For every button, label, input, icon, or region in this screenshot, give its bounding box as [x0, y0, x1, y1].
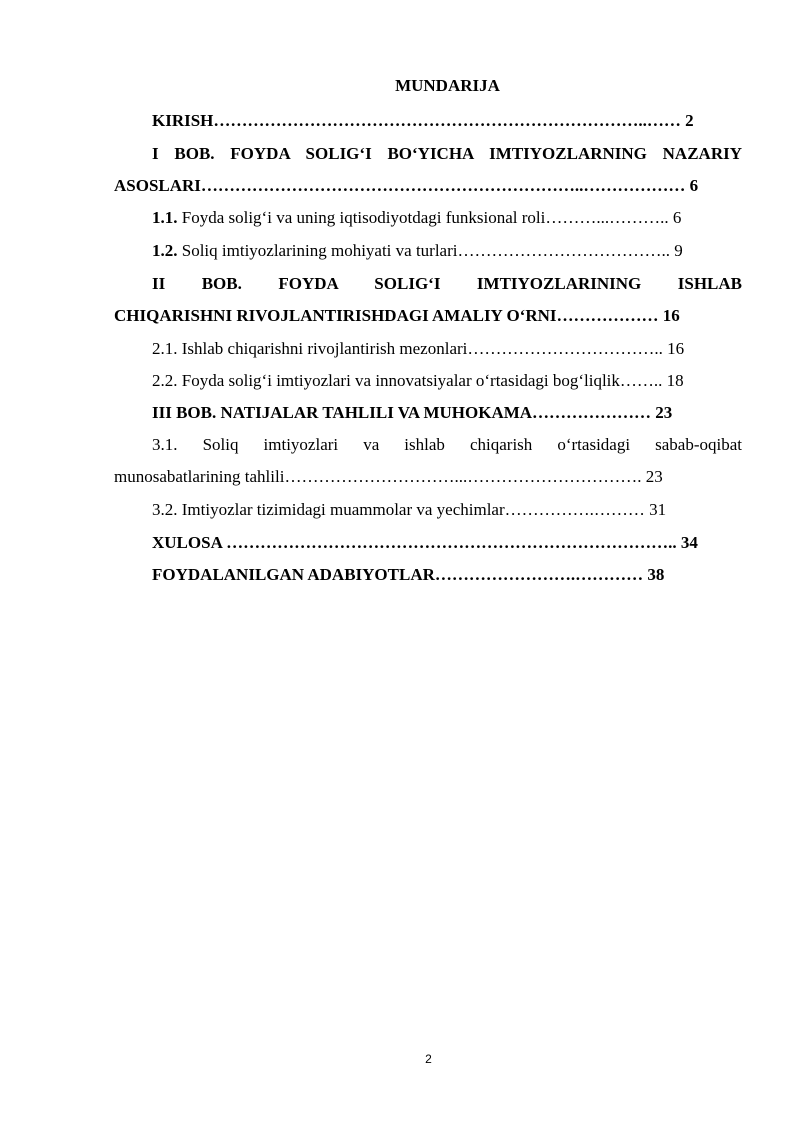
- toc-entry-chapter-2-line-1: II BOB. FOYDA SOLIG‘I IMTIYOZLARINING ISHLAB: [152, 274, 742, 293]
- toc-entry-chapter-1-line-2: ASOSLARI…………………………………………………………..……………… 6: [114, 176, 699, 195]
- toc-entry-chapter-1-line-1: I BOB. FOYDA SOLIG‘I BO‘YICHA IMTIYOZLARNING NAZARIY: [152, 144, 742, 163]
- toc-entry-section-2-2: 2.2. Foyda solig‘i imtiyozlari va innovatsiyalar o‘rtasidagi bog‘liqlik…….. 18: [152, 371, 684, 390]
- section-text: Soliq imtiyozlarining mohiyati va turlari……………………………….. 9: [177, 241, 683, 260]
- toc-entry-section-3-1-line-1: 3.1. Soliq imtiyozlari va ishlab chiqarish o‘rtasidagi sabab-oqibat: [152, 435, 742, 454]
- page-number: 2: [425, 1052, 432, 1066]
- section-number: 1.1.: [152, 208, 178, 227]
- toc-title: MUNDARIJA: [395, 76, 500, 95]
- section-text: Foyda solig‘i va uning iqtisodiyotdagi funksional roli………...……….. 6: [177, 208, 682, 227]
- toc-entry-chapter-2-line-2: CHIQARISHNI RIVOJLANTIRISHDAGI AMALIY O‘RNI……………… 16: [114, 306, 680, 325]
- toc-entry-section-3-1-line-2: munosabatlarining tahlili…………………………...…………………………. 23: [114, 467, 663, 486]
- toc-entry-intro: KIRISH…………………………………………………………………..…… 2: [152, 111, 694, 130]
- toc-entry-section-3-2: 3.2. Imtiyozlar tizimidagi muammolar va yechimlar…………….……… 31: [152, 500, 667, 519]
- toc-entry-chapter-3: III BOB. NATIJALAR TAHLILI VA MUHOKAMA………………… 23: [152, 403, 673, 422]
- toc-entry-section-1-1: [152, 207, 742, 229]
- section-number: 1.2.: [152, 241, 178, 260]
- toc-entry-section-1-2: [152, 240, 742, 262]
- toc-entry-section-2-1: 2.1. Ishlab chiqarishni rivojlantirish mezonlari…………………………….. 16: [152, 339, 685, 358]
- toc-entry-references: FOYDALANILGAN ADABIYOTLAR…………………….………… 38: [152, 565, 665, 584]
- toc-entry-conclusion: XULOSA …………………………………………………………………….. 34: [152, 533, 698, 552]
